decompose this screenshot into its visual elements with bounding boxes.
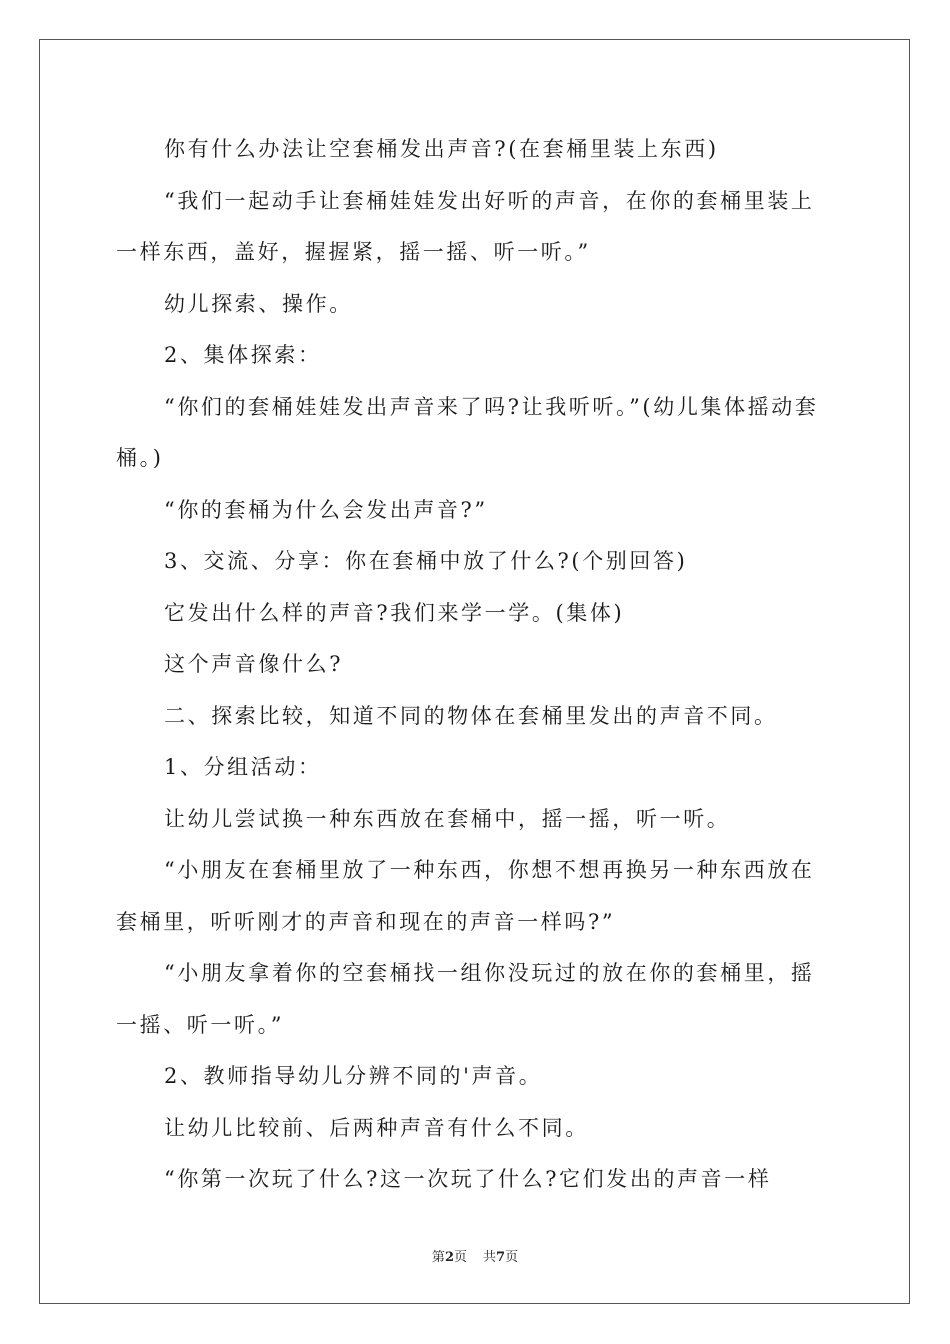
paragraph: 2、教师指导幼儿分辨不同的'声音。 bbox=[164, 1064, 543, 1088]
paragraph: 二、探索比较，知道不同的物体在套桶里发出的声音不同。 bbox=[164, 703, 778, 728]
paragraph: 3、交流、分享：你在套桶中放了什么?(个别回答) bbox=[164, 549, 688, 573]
paragraph: “小朋友在套桶里放了一种东西，你想不想再换另一种东西放在套桶里，听听刚才的声音和现在的声音一样吗?” bbox=[116, 858, 815, 934]
paragraph: “你的套桶为什么会发出声音?” bbox=[164, 497, 488, 522]
page-footer bbox=[0, 1246, 950, 1265]
page-number: 第2页 bbox=[431, 1250, 467, 1265]
paragraph: 2、集体探索： bbox=[164, 343, 322, 367]
paragraph: “你第一次玩了什么?这一次玩了什么?它们发出的声音一样 bbox=[164, 1167, 772, 1191]
page-total: 共7页 bbox=[483, 1250, 519, 1265]
paragraph: 它发出什么样的声音?我们来学一学。(集体) bbox=[164, 600, 625, 625]
paragraph: 1、分组活动： bbox=[164, 755, 322, 779]
paragraph: 幼儿探索、操作。 bbox=[164, 291, 353, 316]
paragraph: “小朋友拿着你的空套桶找一组你没玩过的放在你的套桶里，摇一摇、听一听。” bbox=[116, 961, 815, 1037]
paragraph: 让幼儿比较前、后两种声音有什么不同。 bbox=[164, 1115, 589, 1140]
document-body bbox=[116, 124, 836, 1206]
paragraph: “你们的套桶娃娃发出声音来了吗?让我听听。”(幼儿集体摇动套桶。) bbox=[116, 394, 819, 470]
paragraph: 你有什么办法让空套桶发出声音?(在套桶里装上东西) bbox=[164, 137, 719, 161]
paragraph: “我们一起动手让套桶娃娃发出好听的声音，在你的套桶里装上一样东西，盖好，握握紧，摇一摇、听一听。” bbox=[116, 188, 815, 264]
paragraph: 让幼儿尝试换一种东西放在套桶中，摇一摇，听一听。 bbox=[164, 806, 731, 831]
paragraph: 这个声音像什么? bbox=[164, 652, 344, 676]
